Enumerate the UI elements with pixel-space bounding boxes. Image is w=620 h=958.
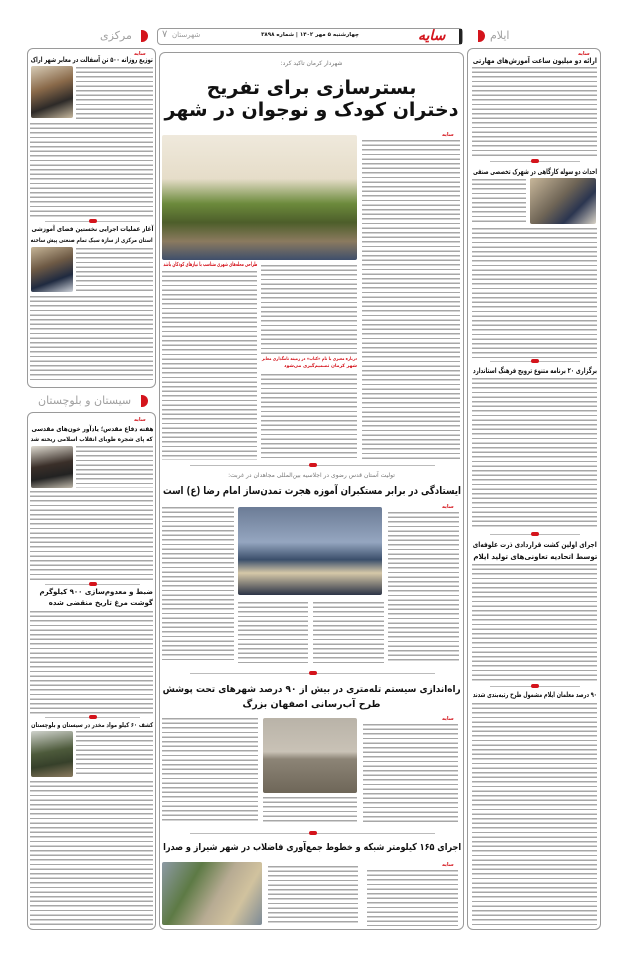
left-section-label: مرکزی [100, 29, 132, 42]
article-title[interactable]: ۹۰ درصد معلمان ایلام مشمول طرح رتبه‌بندی شدند [473, 691, 597, 699]
lead-title-line1[interactable]: بسترسازی برای تفریح [206, 77, 417, 99]
subhead: شهر کرمان تصمیم‌گیری می‌شود [284, 364, 357, 369]
article-title[interactable]: احداث دو سوله کارگاهی در شهرک تخصصی صنفی [473, 167, 597, 176]
subhead: طراحی محله‌های شهری متناسب با نیازهای کودکان باشد [163, 262, 257, 268]
article-title[interactable]: برگزاری ۲۰ برنامه متنوع ترویج فرهنگ استاندارد [473, 366, 597, 375]
photo-sewer-works [162, 862, 262, 925]
section-name: شهرستان [172, 31, 201, 39]
photo-official [31, 446, 73, 488]
section-marker-icon [478, 30, 485, 42]
divider [190, 673, 435, 674]
article-title[interactable]: توزیع روزانه ۵۰۰ تن آسفالت در معابر شهر اراک [31, 56, 153, 64]
article-body [162, 271, 257, 460]
section2-label: سیستان و بلوچستان [38, 394, 132, 407]
article-body [162, 507, 234, 663]
divider [190, 833, 435, 834]
divider [45, 584, 140, 585]
divider [45, 717, 140, 718]
article-body [30, 123, 153, 218]
divider [490, 534, 580, 535]
date-issue: چهارشنبه ۵ مهر ۱۴۰۲ | شماره ۳۸۹۸ [261, 32, 359, 38]
article-body [388, 512, 459, 663]
article-body [472, 564, 597, 682]
header-bar [459, 29, 462, 44]
byline: سایه [442, 504, 454, 510]
section-marker-icon [141, 30, 148, 42]
story-kicker: تولیت آستان قدس رضوی در اجلاسیه بین‌المللی مجاهدان در غربت: [228, 472, 395, 479]
page-number: ۷ [162, 29, 168, 40]
article-body [30, 611, 153, 714]
photo-police-commander [31, 731, 73, 777]
photo-official [530, 178, 596, 224]
article-body [30, 491, 153, 581]
article-body [313, 602, 384, 663]
byline: سایه [442, 132, 454, 138]
photo-official [31, 247, 73, 292]
article-title-line2[interactable]: گوشت مرغ تاریخ منقضی شده [48, 599, 153, 607]
divider [490, 161, 580, 162]
article-title-line1[interactable]: آغاز عملیات اجرایی نخستین فضای آموزشی [31, 225, 153, 233]
story-title[interactable]: اجرای ۱۶۵ کیلومتر شبکه و خطوط جمع‌آوری فاضلاب در شهر شیراز و صدرا [163, 842, 461, 853]
article-body [362, 140, 460, 460]
article-body [30, 296, 153, 382]
article-body [30, 781, 153, 925]
article-body [76, 446, 153, 488]
article-body [76, 67, 153, 119]
byline: سایه [442, 716, 454, 722]
photo-meeting [162, 135, 357, 260]
article-title-line2[interactable]: استان مرکزی از سازه سبک تمام صنعتی پیش ساخته [31, 237, 153, 244]
story-title[interactable]: ایستادگی در برابر مستکبران آموزه هجرت تمدن‌ساز امام رضا (ع) است [163, 485, 461, 497]
article-body [472, 378, 597, 530]
story-title-line2[interactable]: طرح آب‌رسانی اصفهان بزرگ [242, 699, 381, 710]
byline: سایه [134, 51, 146, 57]
story-title-line1[interactable]: راه‌اندازی سیستم تله‌متری در بیش از ۹۰ درصد شهرهای تحت پوشش [163, 684, 461, 695]
article-body [363, 724, 458, 823]
photo-speaker [238, 507, 382, 595]
article-body [261, 265, 357, 355]
newspaper-logo: سایه [418, 28, 446, 44]
article-body [367, 870, 458, 926]
divider [490, 686, 580, 687]
article-body [261, 374, 357, 460]
article-body [263, 797, 357, 823]
right-section-label: ایلام [490, 29, 510, 42]
photo-official [31, 66, 73, 118]
article-title-line1[interactable]: اجرای اولین کشت قراردادی ذرت علوفه‌ای [473, 540, 597, 549]
article-title-line2[interactable]: که پای شجره طوبای انقلاب اسلامی ریخته شد [31, 436, 153, 443]
lead-title-line2[interactable]: دختران کودک و نوجوان در شهر [164, 99, 459, 121]
divider [45, 221, 140, 222]
article-body [76, 248, 153, 293]
article-body [268, 866, 358, 926]
article-body [162, 718, 258, 823]
article-body [472, 67, 597, 157]
article-body [472, 703, 597, 925]
article-title-line1[interactable]: هفته دفاع مقدس؛ یادآور خون‌های مقدسی [31, 425, 153, 433]
photo-telemetry-tower [263, 718, 357, 793]
byline: سایه [442, 862, 454, 868]
divider [190, 465, 435, 466]
article-title[interactable]: ارائه دو میلیون ساعت آموزش‌های مهارتی [473, 56, 597, 65]
divider [490, 361, 580, 362]
article-body [238, 602, 308, 663]
subhead: درباره معبری با نام «کتاب» در زمینه نامگذاری معابر [262, 357, 357, 362]
article-title-line2[interactable]: توسط اتحادیه تعاونی‌های تولید ایلام [473, 552, 597, 561]
byline: سایه [134, 417, 146, 423]
article-title[interactable]: کشف ۶۰ کیلو مواد مخدر در سیستان و بلوچستان [31, 721, 153, 729]
article-body [472, 179, 526, 225]
lead-kicker: شهردار کرمان تاکید کرد: [280, 60, 343, 67]
byline: سایه [578, 51, 590, 57]
section-marker-icon [141, 395, 148, 407]
article-title-line1[interactable]: ضبط و معدوم‌سازی ۹۰۰ کیلوگرم [39, 588, 153, 596]
article-body [76, 731, 153, 777]
article-body [472, 228, 597, 358]
